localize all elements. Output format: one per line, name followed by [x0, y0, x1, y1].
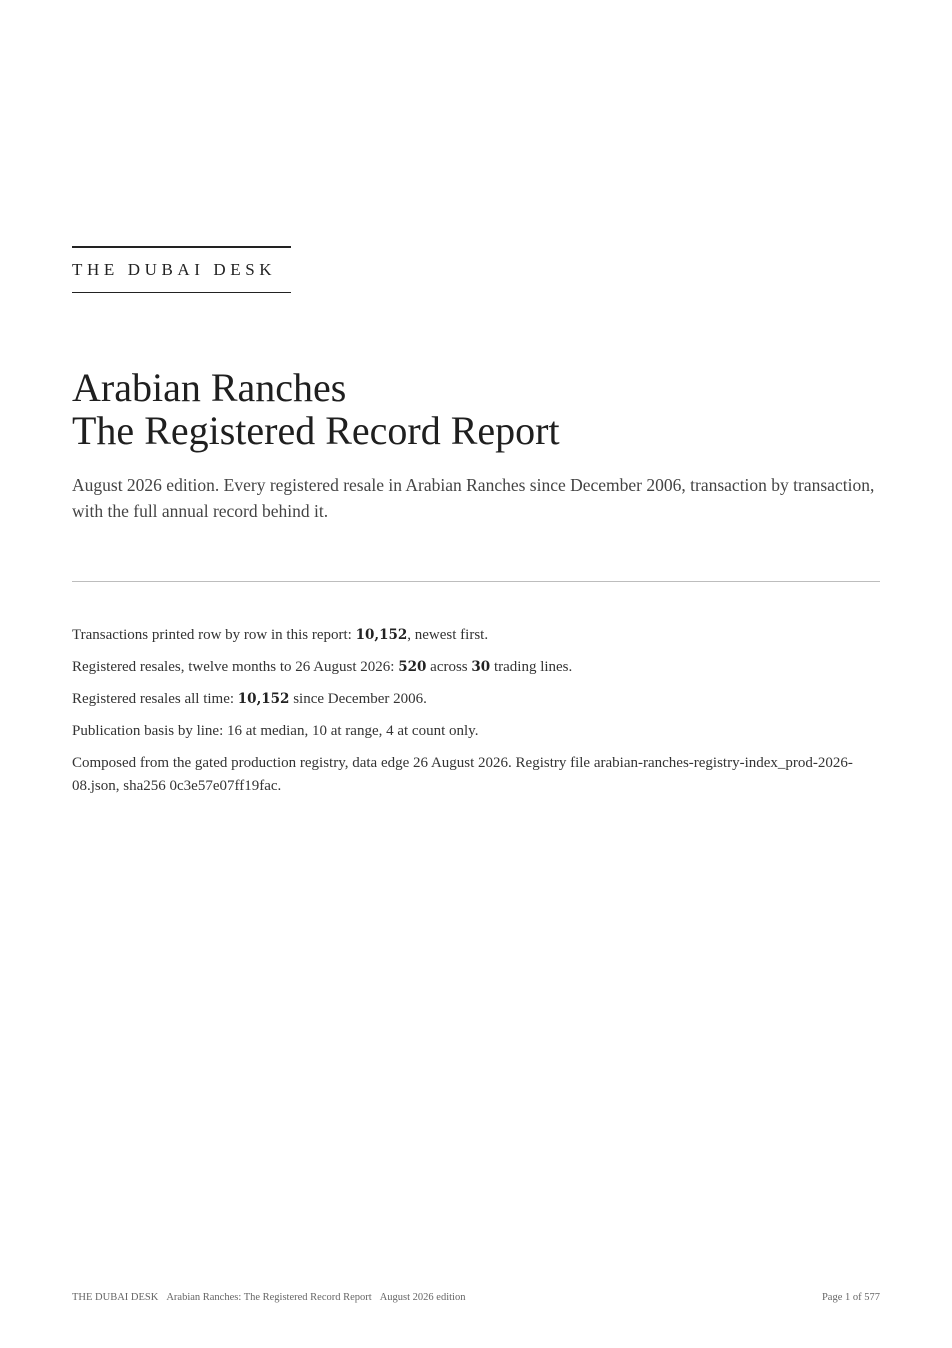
fact-all-time-resales: Registered resales all time: 10,152 since December 2006.	[72, 691, 427, 707]
report-subtitle: August 2026 edition. Every registered resale in Arabian Ranches since December 2006, transaction by transaction, with the full annual record behind it.	[72, 475, 875, 521]
masthead-title: THE DUBAI DESK	[72, 260, 277, 279]
fact-value: 30	[471, 659, 491, 675]
footer-page-number: Page 1 of 577	[821, 1292, 880, 1303]
footer-running-title	[72, 1292, 473, 1303]
footer-report-name: Arabian Ranches: The Registered Record Report	[166, 1292, 372, 1303]
fact-twelve-month-resales: Registered resales, twelve months to 26 August 2026: 520 across 30 trading lines.	[72, 659, 573, 675]
fact-value: 10,152	[237, 691, 290, 707]
report-title-line-1: Arabian Ranches	[72, 365, 347, 410]
report-facts	[72, 624, 880, 808]
fact-transactions-printed: Transactions printed row by row in this report: 10,152, newest first.	[72, 627, 489, 643]
footer-publication: THE DUBAI DESK	[72, 1292, 159, 1303]
fact-value: 10,152	[355, 627, 408, 643]
masthead	[72, 246, 291, 293]
footer-edition: August 2026 edition	[379, 1292, 466, 1303]
fact-registry-source: Composed from the gated production registry, data edge 26 August 2026. Registry file arabian-ranches-registry-index_prod-2026-08.json, sha256 0c3e57e07ff19fac.	[72, 755, 853, 794]
fact-value: 520	[398, 659, 427, 675]
section-divider	[72, 581, 880, 582]
report-cover-page	[72, 0, 880, 1348]
report-title-line-2: The Registered Record Report	[72, 408, 560, 453]
fact-publication-basis: Publication basis by line: 16 at median, 10 at range, 4 at count only.	[72, 723, 479, 739]
report-title	[72, 366, 560, 452]
